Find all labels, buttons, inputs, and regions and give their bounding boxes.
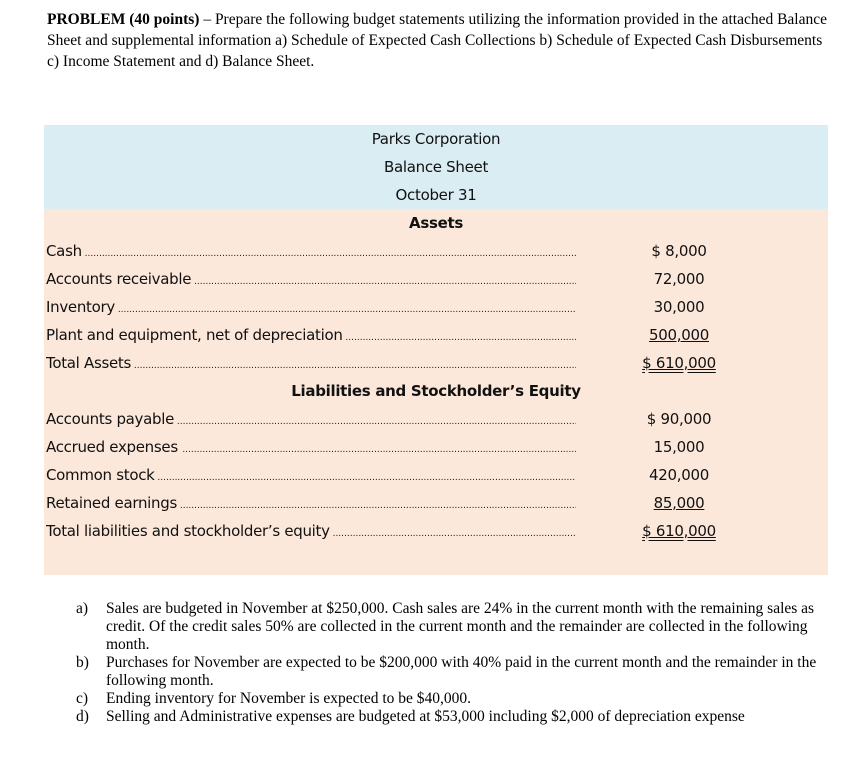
note-text: Purchases for November are expected to be $200,000 with 40% paid in the current month and the remainder in the following month. [106, 654, 817, 689]
line-item [44, 433, 828, 461]
note-item [76, 708, 836, 726]
line-item-label: Retained earnings ..... [46, 489, 576, 520]
supplemental-notes [76, 600, 836, 726]
note-text: Sales are budgeted in November at $250,000. Cash sales are 24% in the current month with the remaining sales as credit. Of the credit sales 50% are collected in the current month and the remainder are collected in the following month. [106, 600, 815, 653]
line-item-label: Inventory ..... [46, 293, 576, 324]
balance-sheet [44, 125, 828, 575]
note-marker: c) [76, 690, 89, 707]
line-item-value [634, 265, 724, 293]
value-text: $ 610,000 [642, 354, 716, 372]
line-item [44, 237, 828, 265]
line-item-label: Accounts payable ..... [46, 405, 576, 436]
note-marker: b) [76, 654, 89, 671]
line-item-label: Accrued expenses ..... [46, 433, 576, 464]
line-item [44, 517, 828, 545]
problem-text: – Prepare the following budget statements utilizing the information provided in the attached Balance Sheet and supplemental information a) Schedule of Expected Cash Collections b) Schedule of Expected Cash Disbursements c) Income Statement and d) Balance Sheet. [47, 11, 828, 70]
liabilities-heading: Liabilities and Stockholder’s Equity [291, 382, 581, 400]
line-item-value [634, 433, 724, 461]
line-item-value [634, 237, 724, 265]
value-text: $ 610,000 [642, 522, 716, 540]
line-item-label: Total liabilities and stockholder’s equity ..... [46, 517, 576, 548]
line-item [44, 461, 828, 489]
note-item [76, 690, 836, 708]
line-item [44, 293, 828, 321]
note-text: Selling and Administrative expenses are budgeted at $53,000 including $2,000 of depreciation expense [106, 708, 745, 725]
value-text: $ 8,000 [651, 242, 707, 260]
line-item-label: Common stock ..... [46, 461, 576, 492]
value-text: 500,000 [649, 326, 709, 344]
note-item [76, 654, 836, 690]
line-item-value [634, 489, 724, 517]
line-item-value [634, 349, 724, 377]
value-text: $ 90,000 [646, 410, 712, 428]
line-item-label: Plant and equipment, net of depreciation ..... [46, 321, 576, 352]
liabilities-list [44, 405, 828, 545]
problem-heading: PROBLEM (40 points) [47, 11, 200, 28]
line-item-label: Cash ..... [46, 237, 576, 268]
note-marker: a) [76, 600, 89, 617]
note-item [76, 600, 836, 654]
line-item-value [634, 517, 724, 545]
value-text: 30,000 [653, 298, 705, 316]
line-item [44, 405, 828, 433]
problem-statement [47, 9, 837, 72]
assets-list [44, 237, 828, 377]
value-text: 420,000 [649, 466, 709, 484]
value-text: 85,000 [653, 494, 705, 512]
line-item [44, 265, 828, 293]
line-item [44, 321, 828, 349]
value-text: 72,000 [653, 270, 705, 288]
line-item-value [634, 405, 724, 433]
note-text: Ending inventory for November is expected to be $40,000. [106, 690, 472, 707]
line-item-label: Accounts receivable ..... [46, 265, 576, 296]
note-marker: d) [76, 708, 89, 725]
statement-title: Balance Sheet [383, 158, 489, 176]
line-item-value [634, 293, 724, 321]
balance-sheet-header [44, 125, 828, 209]
value-text: 15,000 [653, 438, 705, 456]
line-item [44, 349, 828, 377]
line-item-value [634, 461, 724, 489]
assets-heading: Assets [409, 214, 463, 232]
line-item [44, 489, 828, 517]
company-name: Parks Corporation [371, 130, 501, 148]
line-item-label: Total Assets ..... [46, 349, 576, 380]
statement-date: October 31 [395, 186, 477, 204]
line-item-value [634, 321, 724, 349]
